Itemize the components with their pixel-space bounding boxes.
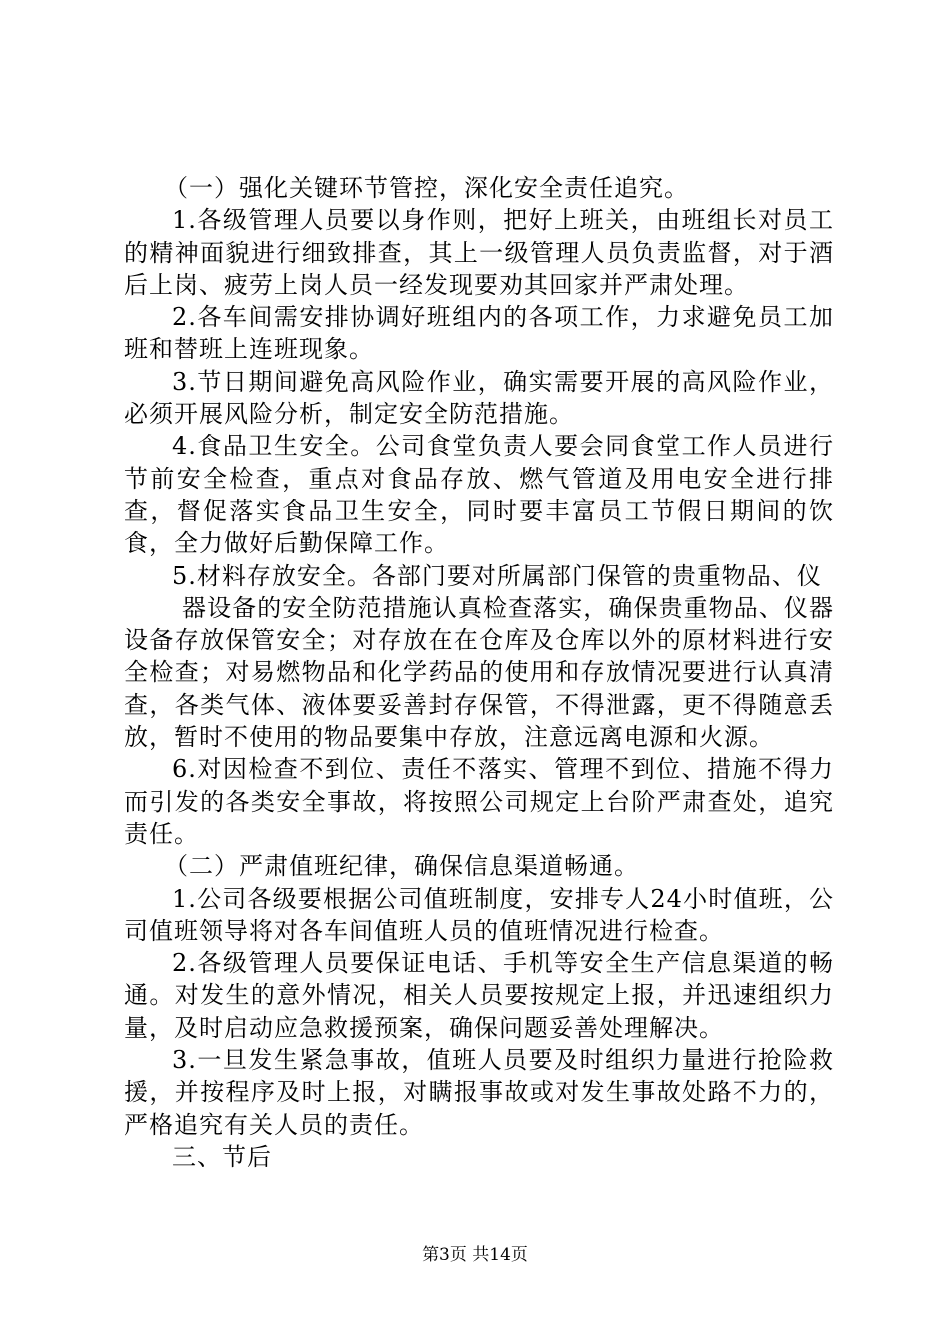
paragraph: 1.各级管理人员要以身作则，把好上班关，由班组长对员工的精神面貌进行细致排查，其上一级管理人员负责监督，对于酒后上岗、疲劳上岗人员一经发现要劝其回家并严肃处理。: [124, 206, 834, 299]
paragraph-continuation: 器设备的安全防范措施认真检查落实，确保贵重物品、仪器设备存放保管安全；对存放在在仓库及仓库以外的原材料进行安全检查；对易燃物品和化学药品的使用和存放情况要进行认真清查，各类气体、液体要妥善封存保管，不得泄露，更不得随意丢放，暂时不使用的物品要集中存放，注意远离电源和火源。: [124, 593, 834, 752]
paragraph: 6.对因检查不到位、责任不落实、管理不到位、措施不得力而引发的各类安全事故，将按照公司规定上台阶严肃查处，追究责任。: [124, 755, 834, 848]
section-heading-2: （二）严肃值班纪律，确保信息渠道畅通。: [164, 852, 639, 881]
paragraph: 5.材料存放安全。各部门要对所属部门保管的贵重物品、仪: [172, 561, 822, 590]
paragraph: 4.食品卫生安全。公司食堂负责人要会同食堂工作人员进行节前安全检查，重点对食品存放、燃气管道及用电安全进行排查，督促落实食品卫生安全，同时要丰富员工节假日期间的饮食，全力做好后勤保障工作。: [124, 432, 834, 558]
paragraph: 2.各级管理人员要保证电话、手机等安全生产信息渠道的畅通。对发生的意外情况，相关人员要按规定上报，并迅速组织力量，及时启动应急救援预案，确保问题妥善处理解决。: [124, 949, 834, 1042]
paragraph: 2.各车间需安排协调好班组内的各项工作，力求避免员工加班和替班上连班现象。: [124, 303, 834, 364]
section-heading-1: （一）强化关键环节管控，深化安全责任追究。: [164, 174, 689, 202]
paragraph: 1.公司各级要根据公司值班制度，安排专人24小时值班，公司值班领导将对各车间值班人员的值班情况进行检查。: [124, 884, 834, 945]
section-heading-3: 三、节后: [172, 1142, 272, 1171]
paragraph: 3.节日期间避免高风险作业，确实需要开展的高风险作业，必须开展风险分析，制定安全防范措施。: [124, 367, 834, 429]
page-number-footer: 第3页 共14页: [422, 1245, 528, 1265]
paragraph: 3.一旦发生紧急事故，值班人员要及时组织力量进行抢险救援，并按程序及时上报，对瞒报事故或对发生事故处路不力的，严格追究有关人员的责任。: [124, 1046, 834, 1139]
document-body: [124, 172, 834, 1173]
